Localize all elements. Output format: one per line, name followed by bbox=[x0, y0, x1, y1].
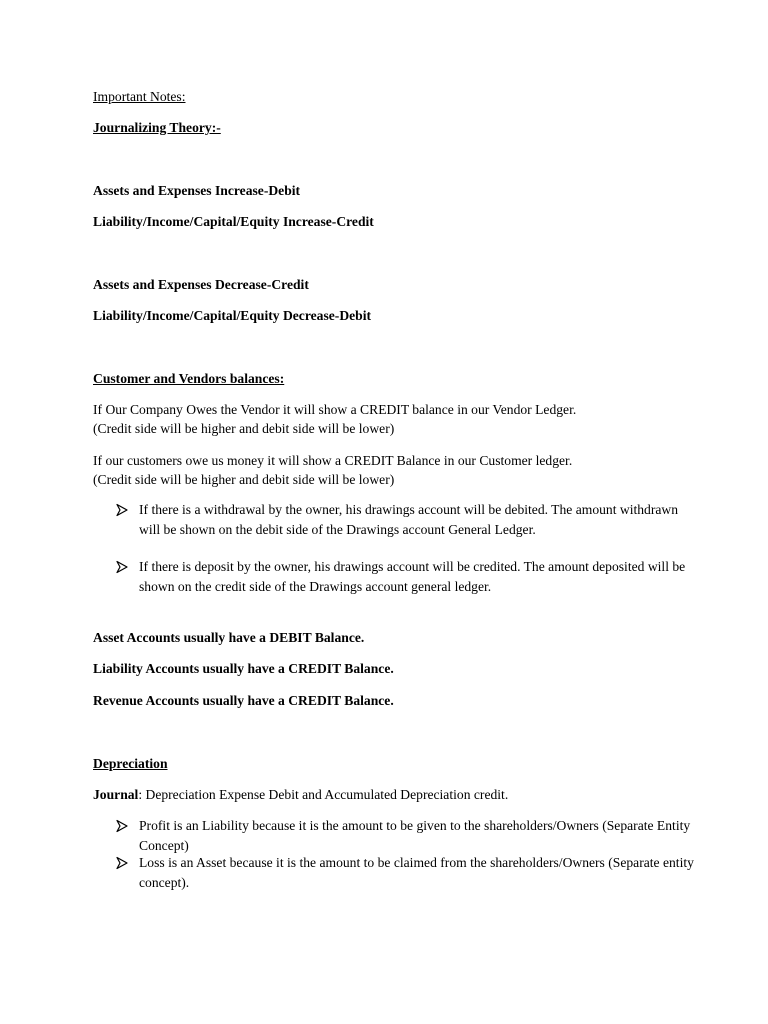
journal-label: Journal bbox=[93, 787, 139, 802]
rule-assets-expenses-increase: Assets and Expenses Increase-Debit bbox=[93, 183, 301, 198]
liability-balance-rule: Liability Accounts usually have a CREDIT Balance. bbox=[93, 661, 394, 676]
vendor-credit-line: If Our Company Owes the Vendor it will show a CREDIT balance in our Vendor Ledger. bbox=[93, 402, 577, 417]
arrowhead-bullet-icon bbox=[115, 503, 129, 517]
customer-vendors-heading: Customer and Vendors balances: bbox=[93, 371, 285, 386]
journalizing-theory-heading: Journalizing Theory:- bbox=[93, 120, 221, 135]
rule-assets-expenses-decrease: Assets and Expenses Decrease-Credit bbox=[93, 277, 309, 292]
bullet-deposit-text: If there is deposit by the owner, his drawings account will be credited. The amount deposited will be shown on the credit side of the Drawings account general ledger. bbox=[139, 559, 686, 594]
arrowhead-bullet-icon bbox=[115, 856, 129, 870]
bullet-profit-text: Profit is an Liability because it is the amount to be given to the shareholders/Owners (Separate Entity Concept) bbox=[139, 818, 691, 853]
customer-credit-note: (Credit side will be higher and debit side will be lower) bbox=[93, 472, 395, 487]
important-notes-title: Important Notes: bbox=[93, 89, 186, 104]
bullet-loss-text: Loss is an Asset because it is the amount to be claimed from the shareholders/Owners (Separate entity concept). bbox=[139, 855, 694, 890]
customer-credit-line: If our customers owe us money it will show a CREDIT Balance in our Customer ledger. bbox=[93, 453, 573, 468]
bullet-withdrawal-text: If there is a withdrawal by the owner, his drawings account will be debited. The amount withdrawn will be shown on the debit side of the Drawings account General Ledger. bbox=[139, 502, 679, 537]
arrowhead-bullet-icon bbox=[115, 819, 129, 833]
depreciation-heading: Depreciation bbox=[93, 756, 168, 771]
rule-liability-decrease: Liability/Income/Capital/Equity Decrease-Debit bbox=[93, 308, 372, 323]
vendor-credit-note: (Credit side will be higher and debit side will be lower) bbox=[93, 421, 395, 436]
rule-liability-increase: Liability/Income/Capital/Equity Increase-Credit bbox=[93, 214, 374, 229]
asset-balance-rule: Asset Accounts usually have a DEBIT Balance. bbox=[93, 630, 365, 645]
journal-text: : Depreciation Expense Debit and Accumulated Depreciation credit. bbox=[138, 787, 509, 802]
arrowhead-bullet-icon bbox=[115, 560, 129, 574]
journal-line bbox=[93, 786, 508, 804]
revenue-balance-rule: Revenue Accounts usually have a CREDIT Balance. bbox=[93, 693, 394, 708]
